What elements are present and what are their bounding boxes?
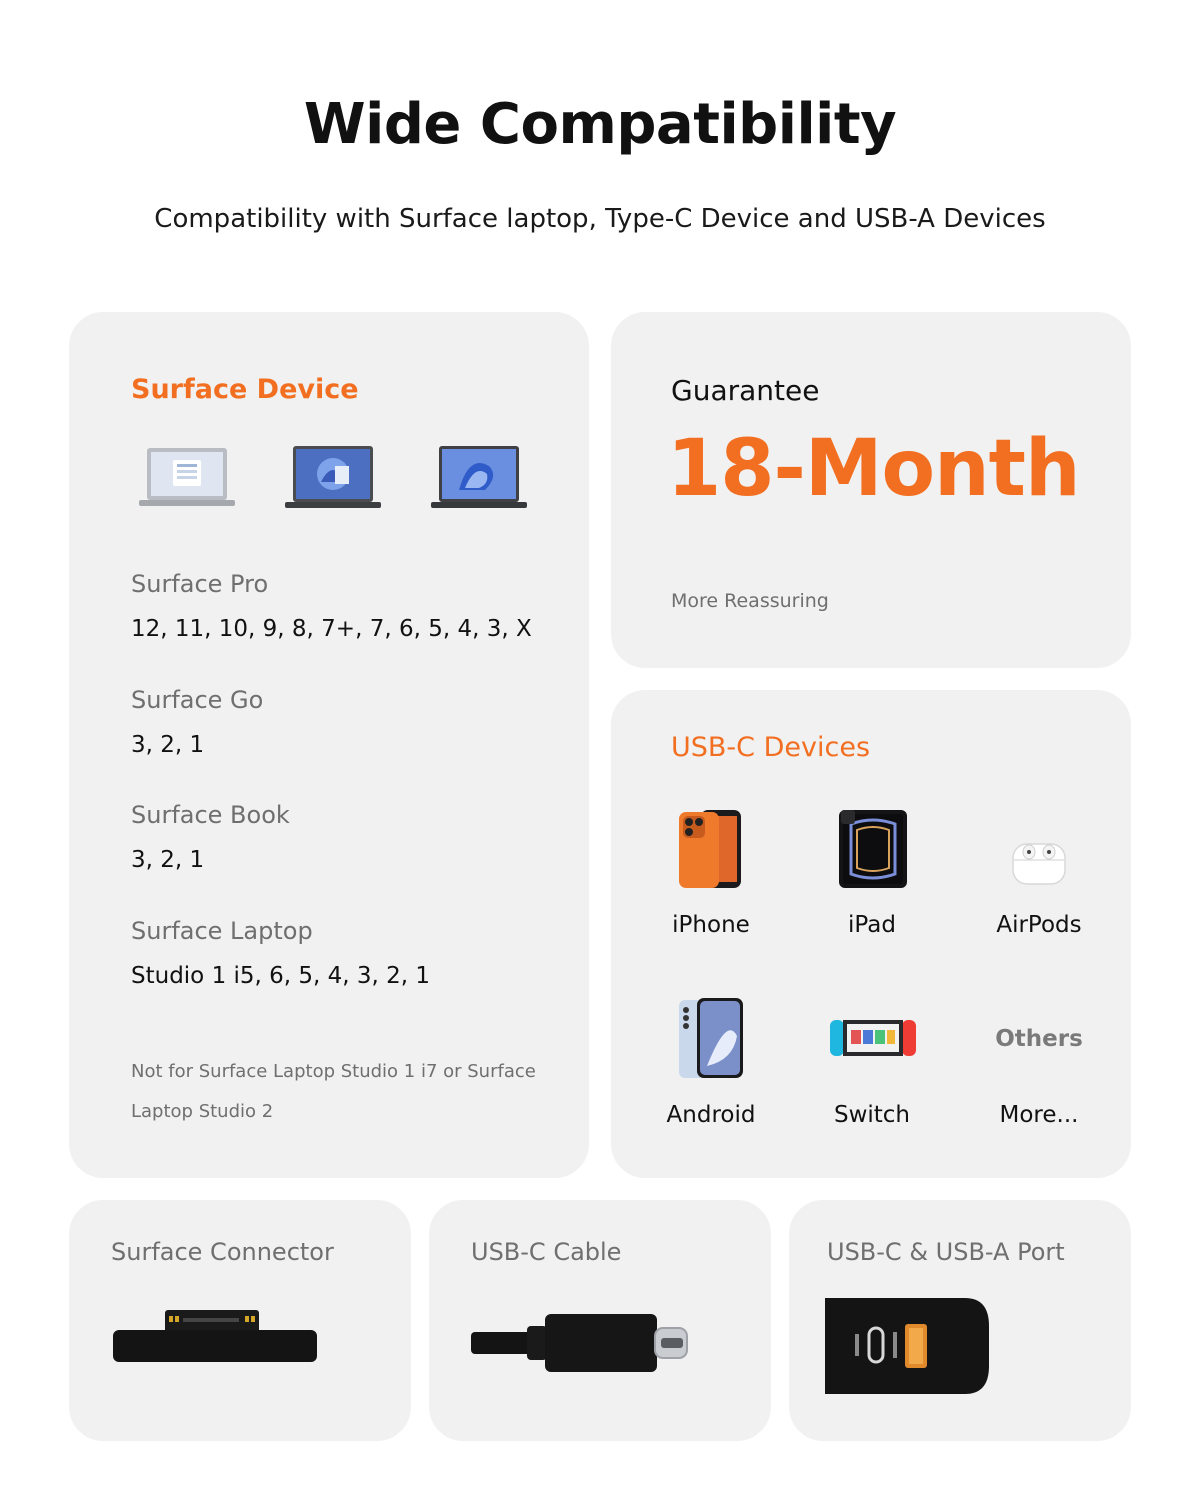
guarantee-subtext: More Reassuring: [671, 590, 829, 612]
page-subtitle: Compatibility with Surface laptop, Type-C Device and USB-A Devices: [154, 204, 1046, 234]
surface-connector-label: Surface Connector: [111, 1238, 334, 1266]
device-switch: [792, 996, 952, 1136]
surface-device-title: Surface Device: [131, 374, 359, 405]
device-label-more: More...: [999, 1102, 1079, 1128]
usbc-cable-card: [429, 1200, 771, 1441]
device-label-switch: Switch: [833, 1102, 911, 1128]
device-ipad: [792, 808, 952, 948]
airpods-image: [1009, 830, 1069, 890]
compatibility-note: Not for Surface Laptop Studio 1 i7 or Surface Laptop Studio 2: [131, 1061, 536, 1122]
surface-laptop-image-1: [137, 446, 237, 512]
device-label-iphone: iPhone: [672, 912, 750, 938]
usbc-devices-card: [611, 690, 1131, 1178]
device-more: [959, 996, 1119, 1136]
device-name-surface-book: Surface Book: [131, 801, 290, 829]
surface-connector-image: [111, 1308, 319, 1366]
usbc-cable-image: [471, 1312, 689, 1374]
ipad-image: [837, 808, 909, 890]
guarantee-label: Guarantee: [671, 374, 820, 407]
surface-laptop-image-3: [429, 446, 529, 512]
switch-console-image: [829, 1018, 917, 1058]
surface-device-card: [69, 312, 589, 1178]
device-label-ipad: iPad: [848, 912, 896, 938]
guarantee-value: 18-Month: [667, 424, 1080, 514]
device-iphone: [631, 808, 791, 948]
device-label-android: Android: [666, 1102, 756, 1128]
device-name-surface-pro: Surface Pro: [131, 570, 269, 598]
usbc-usba-port-card: [789, 1200, 1131, 1441]
device-models-surface-go: 3, 2, 1: [131, 732, 205, 758]
android-phone-image: [677, 996, 745, 1080]
usbc-devices-title: USB-C Devices: [671, 732, 871, 763]
device-label-airpods: AirPods: [996, 912, 1082, 938]
device-name-surface-go: Surface Go: [131, 686, 264, 714]
usbc-usba-port-label: USB-C & USB-A Port: [827, 1238, 1065, 1266]
device-android: [631, 996, 791, 1136]
others-label: Others: [995, 1026, 1083, 1052]
device-models-surface-book: 3, 2, 1: [131, 847, 205, 873]
guarantee-card: [611, 312, 1131, 668]
iphone-image: [677, 808, 745, 890]
device-models-surface-pro: 12, 11, 10, 9, 8, 7+, 7, 6, 5, 4, 3, X: [131, 616, 532, 642]
surface-laptop-image-2: [283, 446, 383, 512]
charger-ports-image: [825, 1296, 993, 1396]
device-name-surface-laptop: Surface Laptop: [131, 917, 313, 945]
device-models-surface-laptop: Studio 1 i5, 6, 5, 4, 3, 2, 1: [131, 963, 431, 989]
surface-connector-card: [69, 1200, 411, 1441]
usbc-cable-label: USB-C Cable: [471, 1238, 622, 1266]
page-title: Wide Compatibility: [303, 92, 897, 157]
device-airpods: [959, 808, 1119, 948]
